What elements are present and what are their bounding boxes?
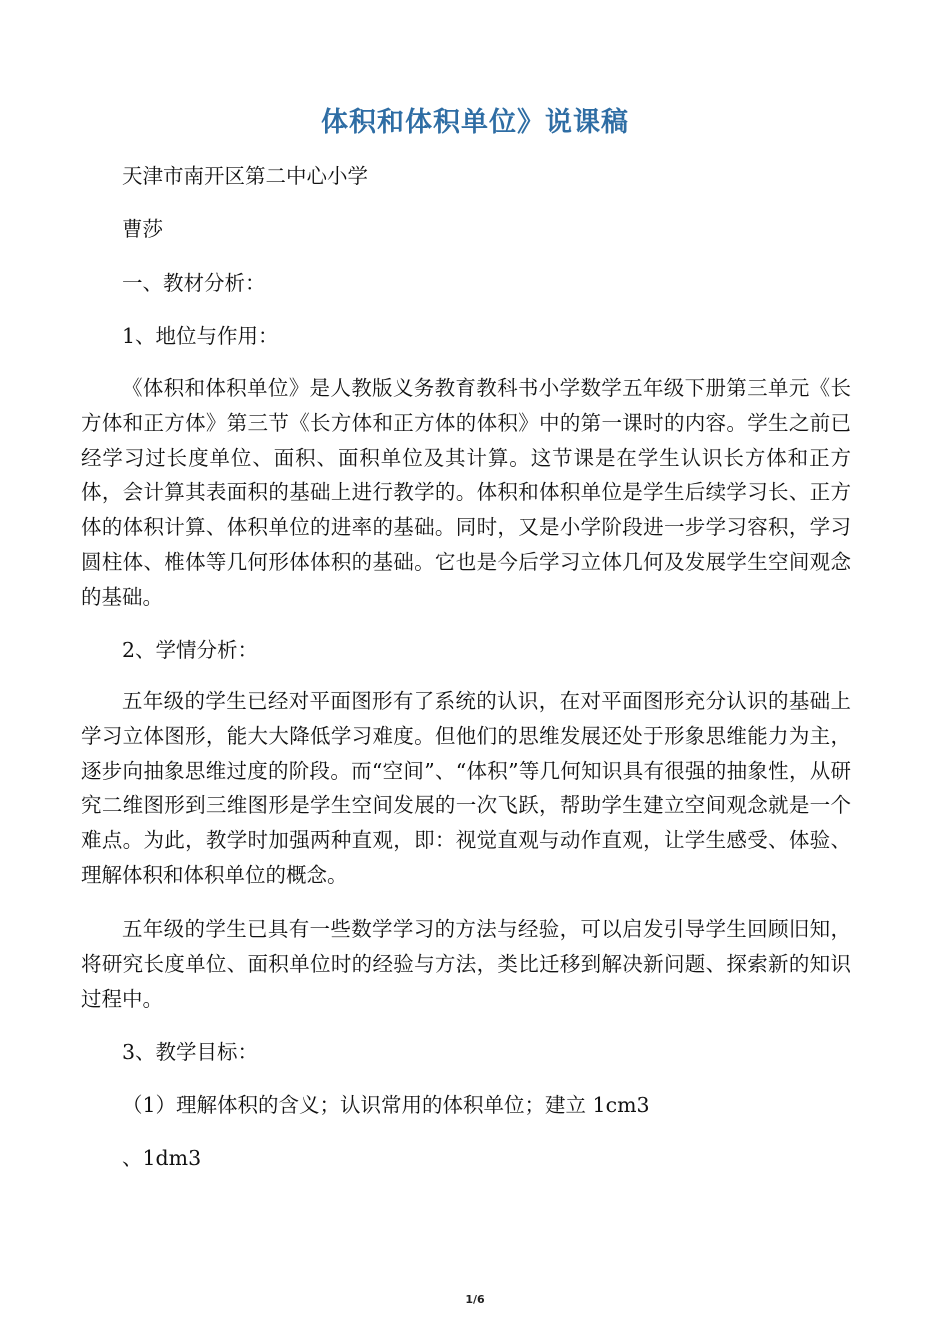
school-name: 天津市南开区第二中心小学 [122,164,368,188]
document-title: 体积和体积单位》说课稿 [321,107,629,138]
teaching-goal-1-continued: 、1dm3 [122,1146,202,1170]
teaching-goal-1: （1）理解体积的含义；认识常用的体积单位；建立 1cm3 [122,1093,650,1117]
section-heading-materials: 一、教材分析： [122,271,266,295]
author-name: 曹莎 [122,217,163,241]
paragraph-student-analysis-1: 五年级的学生已经对平面图形有了系统的认识，在对平面图形充分认识的基础上学习立体图形，能大大降低学习难度。但他们的思维发展还处于形象思维能力为主，逐步向抽象思维过度的阶段。而“空间”、“体积”等几何知识具有很强的抽象性，从研究二维图形到三维图形是学生空间发展的一次飞跃，帮助学生建立空间观念就是一个难点。为此，教学时加强两种直观，即：视觉直观与动作直观，让学生感受、体验、理解体积和体积单位的概念。 [81,689,851,887]
subheading-teaching-goals: 3、教学目标： [122,1040,259,1064]
page-number: 1/6 [465,1293,485,1306]
subheading-position-role: 1、地位与作用： [122,324,279,348]
paragraph-position-role: 《体积和体积单位》是人教版义务教育教科书小学数学五年级下册第三单元《长方体和正方体》第三节《长方体和正方体的体积》中的第一课时的内容。学生之前已经学习过长度单位、面积、面积单位及其计算。这节课是在学生认识长方体和正方体，会计算其表面积的基础上进行教学的。体积和体积单位是学生后续学习长、正方体的体积计算、体积单位的进率的基础。同时，又是小学阶段进一步学习容积，学习圆柱体、椎体等几何形体体积的基础。它也是今后学习立体几何及发展学生空间观念的基础。 [81,376,851,609]
paragraph-student-analysis-2: 五年级的学生已具有一些数学学习的方法与经验，可以启发引导学生回顾旧知，将研究长度单位、面积单位时的经验与方法，类比迁移到解决新问题、探索新的知识过程中。 [81,917,851,1011]
subheading-student-analysis: 2、学情分析： [122,638,259,662]
